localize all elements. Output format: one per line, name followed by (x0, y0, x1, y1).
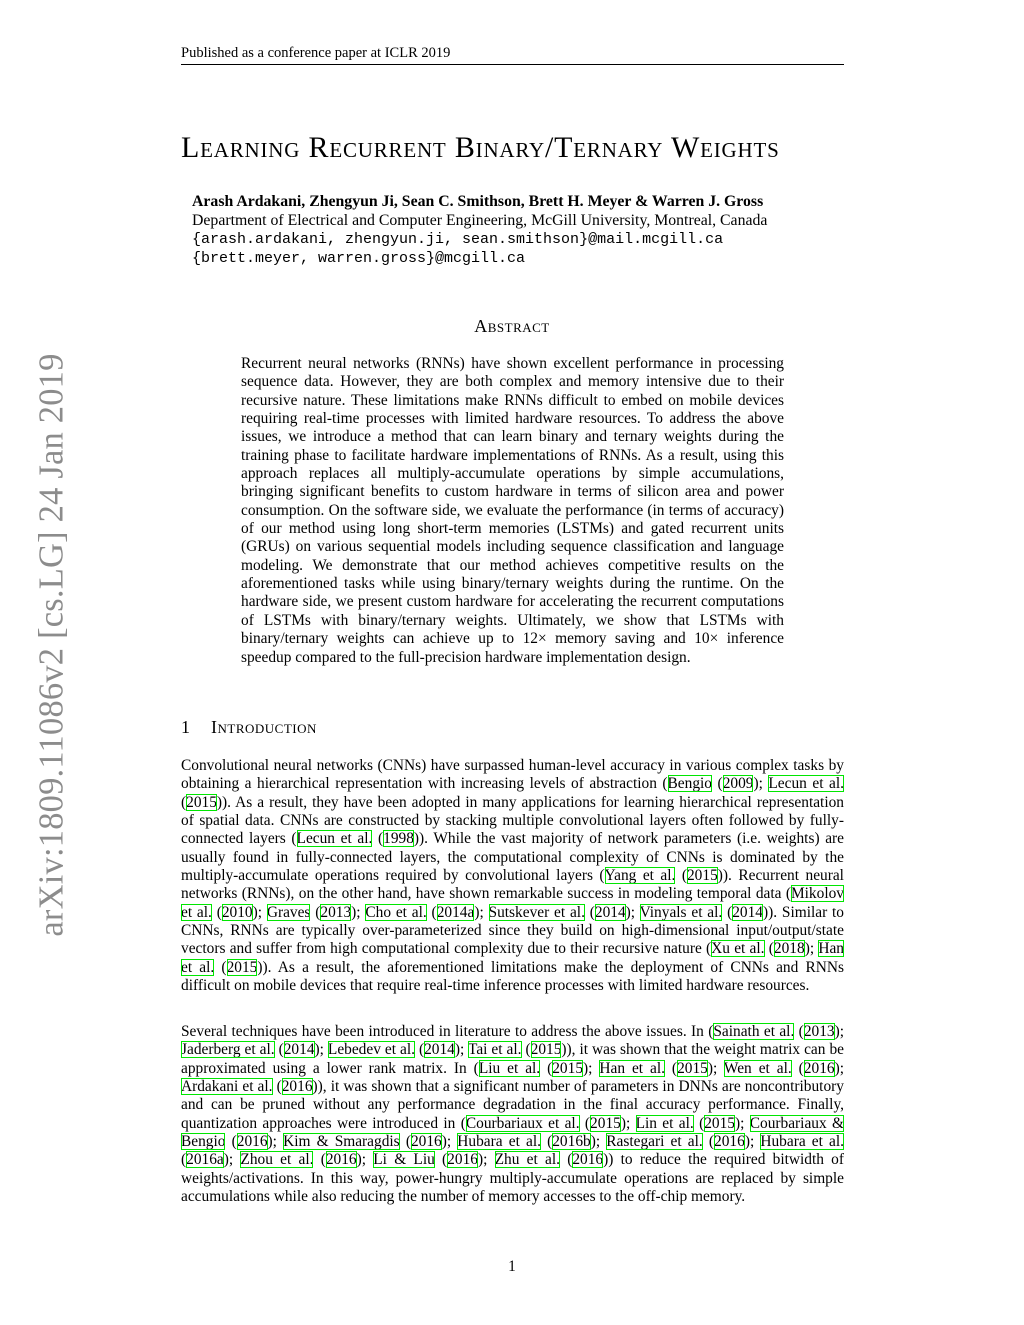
body-text: ( (712, 775, 723, 793)
author-email-line-2: {brett.meyer, warren.gross}@mcgill.ca (192, 250, 526, 267)
citation-link[interactable]: 2014 (283, 1041, 315, 1059)
body-text: ); (625, 903, 640, 921)
section-heading-introduction (181, 715, 317, 739)
body-text: ( (664, 1059, 678, 1077)
citation-link[interactable]: 2016 (410, 1133, 442, 1151)
citation-link[interactable]: 2015 (704, 1114, 735, 1132)
body-text: ( (722, 903, 733, 921)
body-text: ( (540, 1059, 553, 1077)
body-text: ( (559, 1151, 573, 1169)
body-text: ); (441, 1133, 458, 1151)
citation-link[interactable]: 2014 (424, 1041, 455, 1059)
citation-link[interactable]: Lebedev et al. (327, 1041, 415, 1059)
body-text: ); (590, 1133, 607, 1151)
intro-paragraph-2 (181, 1023, 844, 1206)
body-text: ( (214, 958, 227, 976)
section-title: Introduction (211, 717, 317, 737)
citation-link[interactable]: Jaderberg et al. (181, 1041, 275, 1059)
body-text: ( (702, 1133, 715, 1151)
body-text: ( (426, 903, 437, 921)
body-text: ( (274, 1041, 284, 1059)
citation-link[interactable]: 2016 (572, 1151, 604, 1169)
body-text: ( (225, 1133, 237, 1151)
body-text: ); (267, 1133, 284, 1151)
body-text: ); (753, 775, 769, 793)
body-text: ); (314, 1041, 328, 1059)
body-text: ( (584, 903, 595, 921)
citation-link[interactable]: 2014 (732, 903, 763, 921)
citation-link[interactable]: Yang et al. (604, 867, 676, 885)
citation-link[interactable]: 2016 (236, 1133, 268, 1151)
citation-link[interactable]: 2016 (447, 1151, 478, 1169)
body-text: ( (414, 1041, 425, 1059)
body-text: ( (372, 830, 384, 848)
citation-link[interactable]: 2014a (436, 903, 475, 921)
citation-link[interactable]: Lecun et al. (296, 830, 373, 848)
body-text: ( (693, 1114, 705, 1132)
citation-link[interactable]: 2013 (320, 903, 352, 921)
body-text: )), it was shown that a significant number of parameters in DNNs are noncontributory and can be pruned without any performance degradation in the final accuracy performance. Finally, quantization approaches were introduced in ( (181, 1078, 844, 1132)
body-text: ); (734, 1114, 750, 1132)
body-text: ( (540, 1133, 553, 1151)
citation-link[interactable]: Lecun et al. (768, 775, 844, 793)
body-text: ); (804, 940, 819, 958)
citation-link[interactable]: 2015 (552, 1059, 584, 1077)
citation-link[interactable]: 2016 (325, 1151, 357, 1169)
body-text: Convolutional neural networks (CNNs) have surpassed human-level accuracy in various complex tasks by obtaining a hierarchical representation with increasing levels of abstraction ( (181, 757, 844, 793)
citation-link[interactable]: 2016 (803, 1059, 835, 1077)
body-text: ( (794, 1023, 804, 1040)
body-text: ( (310, 903, 321, 921)
body-text: ( (791, 1059, 804, 1077)
citation-link[interactable]: Xu et al. (711, 940, 765, 958)
citation-link[interactable]: Mikolov et al. (181, 885, 844, 921)
citation-link[interactable]: 2009 (722, 775, 754, 793)
citation-link[interactable]: 2016 (281, 1078, 313, 1096)
abstract-body: Recurrent neural networks (RNNs) have shown excellent performance in processing sequence data. However, they are both complex and memory intensive due to their recursive nature. These limitations make RNNs difficult to embed on mobile devices requiring real-time processes with limited hardware resources. To address the above issues, we introduce a method that can learn binary and ternary weights during the training phase to facilitate hardware implementations of RNNs. As a result, using this approach replaces all multiply-accumulate operations by simple accumulations, bringing significant benefits to custom hardware in terms of silicon area and power consumption. On the software side, we evaluate the performance (in terms of accuracy) of our method using long short-term memories (LSTMs) and gated recurrent units (GRUs) on various sequential models including sequence classification and language modeling. We demonstrate that our method achieves competitive results on the aforementioned tasks while using binary/ternary weights during the runtime. On the hardware side, we present custom hardware for accelerating the recurrent computations of LSTMs with binary/ternary weights. Ultimately, we show that LSTMs with binary/ternary weights can achieve up to 12× memory saving and 10× inference speedup compared to the full-precision hardware implementation design. (241, 355, 784, 666)
body-text: ); (252, 903, 267, 921)
body-text: ( (181, 793, 187, 811)
citation-link[interactable]: Courbariaux et al. (465, 1114, 580, 1132)
body-text: ); (351, 903, 366, 921)
citation-link[interactable]: Lin et al. (635, 1114, 694, 1132)
body-text: )). As a result, the aforementioned limitations make the deployment of CNNs and RNNs difficult on mobile devices that require real-time inference processes with limited hardware resources. (181, 958, 844, 995)
body-text: ); (744, 1133, 761, 1151)
citation-link[interactable]: 2015 (226, 958, 258, 976)
header-rule (181, 64, 844, 65)
body-text: ( (211, 903, 222, 921)
citation-link[interactable]: 2016b (552, 1133, 591, 1151)
citation-link[interactable]: 2015 (186, 793, 217, 811)
body-text: ); (834, 1059, 844, 1077)
citation-link[interactable]: Ardakani et al. (181, 1078, 273, 1096)
paper-title: Learning Recurrent Binary/Ternary Weights (181, 131, 780, 164)
body-text: ( (764, 940, 774, 958)
body-text: ); (223, 1151, 241, 1169)
intro-paragraph-1 (181, 757, 844, 995)
body-text: )), it was shown that the weight matrix can be approximated using a lower rank matrix. In ( (181, 1041, 844, 1077)
body-text: ); (834, 1023, 844, 1040)
body-text: ); (356, 1151, 374, 1169)
citation-link[interactable]: 2013 (803, 1023, 835, 1040)
citation-link[interactable]: 2016a (186, 1151, 224, 1169)
body-text: )) to reduce the required bitwidth of weights/activations. In this way, power-hungry multiply-accumulate operations are replaced by simple accumulations while also reducing the number of memory accesses to the off-chip memory. (181, 1151, 845, 1206)
body-text: ); (454, 1041, 468, 1059)
citation-link[interactable]: 2015 (530, 1041, 562, 1059)
body-text: ); (474, 903, 489, 921)
body-text: ); (477, 1151, 495, 1169)
citation-link[interactable]: Rastegari et al. (606, 1133, 703, 1151)
citation-link[interactable]: Bengio (667, 775, 713, 793)
citation-link[interactable]: Sutskever et al. (488, 903, 585, 921)
body-text: Several techniques have been introduced in literature to address the above issues. In ( (181, 1023, 714, 1040)
citation-link[interactable]: 2015 (686, 867, 718, 885)
citation-link[interactable]: 2016 (714, 1133, 745, 1151)
arxiv-identifier[interactable]: arXiv:1809.11086v2 [cs.LG] 24 Jan 2019 (32, 353, 71, 937)
body-text: ( (521, 1041, 531, 1059)
citation-link[interactable]: Liu et al. (478, 1059, 541, 1077)
body-text: ( (313, 1151, 326, 1169)
citation-link[interactable]: 2015 (677, 1059, 708, 1077)
body-text: ); (620, 1114, 636, 1132)
citation-link[interactable]: Hubara et al. (760, 1133, 845, 1151)
citation-link[interactable]: Han et al. (599, 1059, 665, 1077)
abstract-heading: Abstract (474, 316, 550, 336)
body-text: )). Recurrent neural networks (RNNs), on the other hand, have shown remarkable success in modeling temporal data ( (181, 867, 844, 903)
citation-link[interactable]: 1998 (383, 830, 414, 848)
citation-link[interactable]: 2010 (221, 903, 253, 921)
body-text: ( (675, 867, 687, 885)
citation-link[interactable]: Hubara et al. (457, 1133, 541, 1151)
body-text: )). As a result, they have been adopted in many applications for learning hierarchical representation of spatial data. CNNs are constructed by stacking multiple convolutional layers often followed by fully-connected layers ( (181, 793, 844, 848)
citation-link[interactable]: Courbariaux & Bengio (181, 1114, 844, 1151)
citation-link[interactable]: 2014 (594, 903, 626, 921)
citation-link[interactable]: 2015 (590, 1114, 621, 1132)
citation-link[interactable]: Graves (266, 903, 311, 921)
author-names: Arash Ardakani, Zhengyun Ji, Sean C. Smithson, Brett H. Meyer & Warren J. Gross (192, 193, 764, 210)
citation-link[interactable]: Tai et al. (468, 1041, 522, 1059)
body-text: )). While the vast majority of network parameters (i.e. weights) are usually found in fully-connected layers, the computational complexity of CNNs is dominated by the multiply-accumulate operations required by convolutional layers ( (181, 830, 845, 885)
body-text: ); (707, 1059, 724, 1077)
citation-link[interactable]: Cho et al. (365, 903, 427, 921)
citation-link[interactable]: Vinyals et al. (639, 903, 723, 921)
body-text: )). Similar to CNNs, RNNs are typically over-parameterized since they build on high-dimensional input/output/state vectors and suffer from high computational complexity due to their recursive nature ( (181, 903, 844, 958)
citation-link[interactable]: Li & Liu (373, 1151, 435, 1169)
author-affiliation: Department of Electrical and Computer Engineering, McGill University, Montreal, Canada (192, 212, 768, 229)
body-text: ); (583, 1059, 600, 1077)
citation-link[interactable]: Zhou et al. (240, 1151, 314, 1169)
page-number: 1 (508, 1258, 516, 1275)
running-header: Published as a conference paper at ICLR 2019 (181, 45, 451, 61)
body-text: ( (181, 1151, 187, 1169)
citation-link[interactable]: Han et al. (181, 940, 844, 976)
body-text: ( (272, 1078, 282, 1096)
body-text: ( (434, 1151, 448, 1169)
citation-link[interactable]: Kim & Smaragdis (283, 1133, 400, 1151)
citation-link[interactable]: Sainath et al. (713, 1023, 795, 1040)
citation-link[interactable]: Wen et al. (723, 1059, 792, 1077)
body-text: ( (579, 1114, 591, 1132)
citation-link[interactable]: Zhu et al. (494, 1151, 560, 1169)
author-email-line-1: {arash.ardakani, zhengyun.ji, sean.smithson}@mail.mcgill.ca (192, 231, 724, 248)
section-number: 1 (181, 717, 191, 737)
author-block (192, 192, 852, 268)
citation-link[interactable]: 2018 (773, 940, 805, 958)
body-text: ( (399, 1133, 411, 1151)
